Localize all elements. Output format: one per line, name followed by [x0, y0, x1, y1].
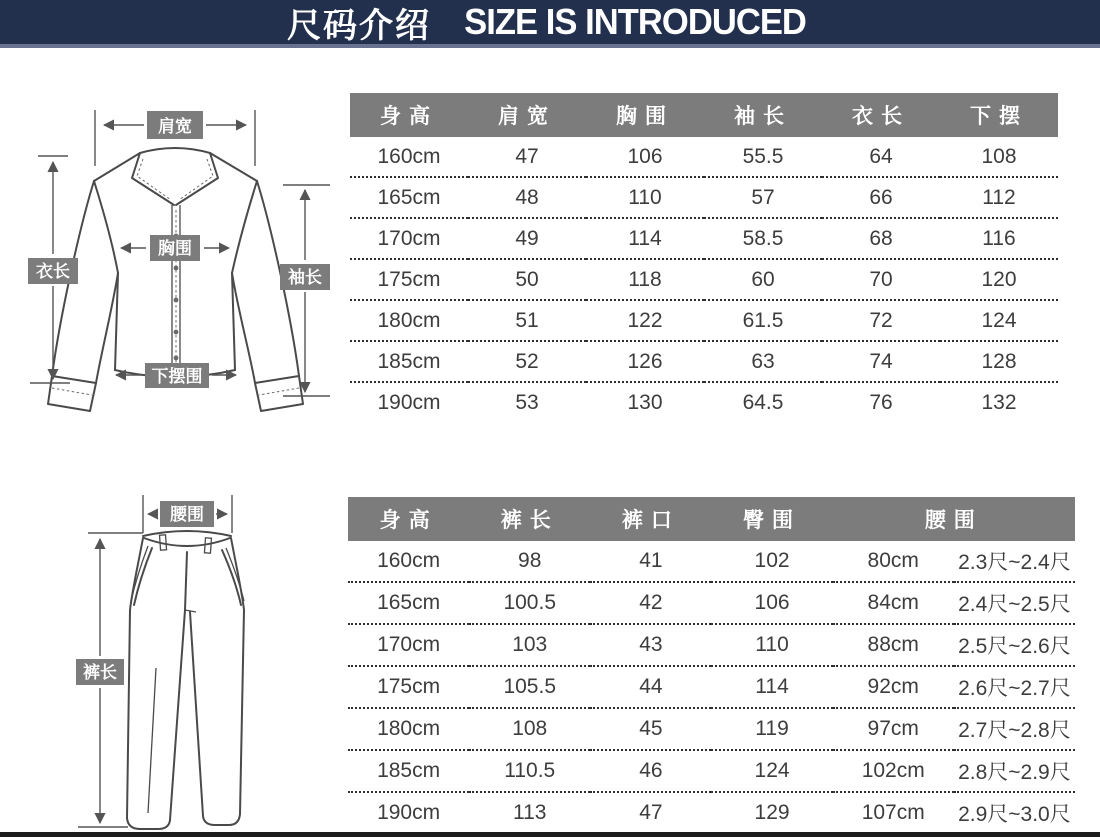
hem-annotation [116, 363, 236, 388]
table-cell: 61.5 [704, 300, 822, 341]
table-cell: 41 [590, 541, 711, 582]
table-cell: 170cm [348, 624, 469, 666]
table-cell: 185cm [348, 750, 469, 792]
table-cell: 108 [940, 137, 1058, 177]
table-cell: 170cm [350, 218, 468, 259]
waist-annotation [143, 495, 232, 533]
table-cell: 44 [590, 666, 711, 708]
pants-size-table-wrap [348, 497, 1075, 833]
table-cell: 110.5 [469, 750, 590, 792]
sleeve-length-annotation [280, 185, 330, 396]
table-cell: 51 [468, 300, 586, 341]
table-cell: 124 [711, 750, 832, 792]
waist-label: 腰围 [170, 505, 204, 524]
table-row [348, 666, 1075, 708]
table-row [348, 582, 1075, 624]
table-cell: 190cm [377, 801, 441, 824]
column-header: 身高 [348, 497, 469, 541]
table-cell: 110 [711, 624, 832, 666]
table-cell: 88cm [833, 624, 954, 666]
table-row [350, 137, 1058, 177]
column-header: 衣长 [822, 93, 940, 137]
table-cell: 103 [469, 624, 590, 666]
table-cell: 107cm [861, 801, 925, 824]
chest-annotation [121, 235, 229, 261]
table-cell: 2.6尺~2.7尺 [954, 666, 1075, 708]
column-header: 臀围 [711, 497, 832, 541]
clothes-length-annotation [28, 156, 78, 383]
table-cell: 68 [822, 218, 940, 259]
table-row [348, 541, 1075, 582]
table-cell: 60 [704, 259, 822, 300]
table-cell: 52 [468, 341, 586, 382]
shirt-size-table-wrap [350, 93, 1058, 422]
table-cell: 2.5尺~2.6尺 [954, 624, 1075, 666]
table-cell: 45 [590, 708, 711, 750]
pants-drawing [127, 531, 244, 829]
table-cell: 160cm [350, 137, 468, 177]
table-cell: 64.5 [742, 390, 784, 414]
table-cell: 2.4尺~2.5尺 [954, 582, 1075, 624]
table-cell: 43 [590, 624, 711, 666]
table-cell: 76 [869, 390, 893, 414]
table-cell: 160cm [348, 541, 469, 582]
table-cell: 114 [711, 666, 832, 708]
table-cell: 97cm [833, 708, 954, 750]
table-cell: 185cm [350, 341, 468, 382]
banner-title-zh: 尺码介绍 [286, 6, 431, 45]
table-cell: 165cm [348, 582, 469, 624]
table-cell: 106 [586, 137, 704, 177]
table-cell: 102 [711, 541, 832, 582]
sleeve-length-label: 袖长 [288, 268, 322, 287]
table-cell: 106 [711, 582, 832, 624]
column-header: 下摆 [940, 93, 1058, 137]
table-cell: 180cm [348, 708, 469, 750]
table-cell: 129 [754, 801, 790, 824]
table-cell: 113 [512, 801, 547, 824]
table-row [348, 750, 1075, 792]
table-cell: 58.5 [704, 218, 822, 259]
table-cell: 105.5 [469, 666, 590, 708]
table-cell: 112 [940, 177, 1058, 218]
table-cell: 180cm [350, 300, 468, 341]
table-cell: 74 [822, 341, 940, 382]
column-header: 袖长 [704, 93, 822, 137]
table-cell: 128 [940, 341, 1058, 382]
table-row [350, 341, 1058, 382]
table-cell: 2.9尺~3.0尺 [958, 803, 1071, 826]
table-cell: 92cm [833, 666, 954, 708]
table-cell: 64 [822, 137, 940, 177]
table-cell: 102cm [833, 750, 954, 792]
hem-label: 下摆围 [151, 367, 203, 386]
table-cell: 110 [586, 177, 704, 218]
table-cell: 119 [711, 708, 832, 750]
table-row [350, 177, 1058, 218]
table-cell: 2.7尺~2.8尺 [954, 708, 1075, 750]
column-header: 身高 [350, 93, 468, 137]
table-cell: 46 [590, 750, 711, 792]
banner-title-en: SIZE IS INTRODUCED [464, 1, 806, 42]
table-cell: 122 [586, 300, 704, 341]
table-cell: 47 [468, 137, 586, 177]
column-header: 胸围 [586, 93, 704, 137]
table-cell: 165cm [350, 177, 468, 218]
shirt-size-table [350, 93, 1058, 422]
table-row [348, 708, 1075, 750]
table-cell: 132 [981, 390, 1017, 414]
table-cell: 55.5 [704, 137, 822, 177]
table-cell: 124 [940, 300, 1058, 341]
table-cell: 175cm [348, 666, 469, 708]
shirt-measure-diagram [0, 58, 350, 420]
chest-label: 胸围 [158, 239, 192, 258]
table-cell: 66 [822, 177, 940, 218]
table-cell: 108 [469, 708, 590, 750]
table-cell: 63 [704, 341, 822, 382]
table-row [350, 218, 1058, 259]
table-cell: 175cm [350, 259, 468, 300]
table-cell: 116 [940, 218, 1058, 259]
table-cell: 2.3尺~2.4尺 [954, 541, 1075, 582]
table-cell: 118 [586, 259, 704, 300]
shoulder-width-annotation [95, 110, 255, 166]
table-cell: 80cm [833, 541, 954, 582]
table-cell: 47 [639, 801, 663, 824]
column-header: 裤长 [469, 497, 590, 541]
table-row [350, 300, 1058, 341]
pants-size-table [348, 497, 1075, 833]
column-header: 肩宽 [468, 93, 586, 137]
pants-length-label: 裤长 [83, 663, 117, 682]
bottom-divider-bar [0, 832, 1100, 837]
table-cell: 42 [590, 582, 711, 624]
clothes-length-label: 衣长 [36, 262, 70, 281]
table-row [348, 624, 1075, 666]
table-cell: 48 [468, 177, 586, 218]
pants-length-annotation [76, 533, 143, 827]
table-cell: 53 [515, 390, 539, 414]
table-cell: 126 [586, 341, 704, 382]
table-cell: 2.8尺~2.9尺 [954, 750, 1075, 792]
table-row [350, 382, 1058, 422]
shoulder-width-label: 肩宽 [158, 117, 192, 136]
table-cell: 114 [586, 218, 704, 259]
column-header: 裤口 [590, 497, 711, 541]
table-cell: 50 [468, 259, 586, 300]
table-row [350, 259, 1058, 300]
banner [0, 0, 1100, 48]
table-cell: 98 [469, 541, 590, 582]
table-cell: 72 [822, 300, 940, 341]
table-cell: 49 [468, 218, 586, 259]
table-cell: 84cm [833, 582, 954, 624]
pants-measure-diagram [0, 488, 350, 837]
table-row [348, 792, 1075, 833]
column-header: 腰围 [833, 497, 1075, 541]
table-cell: 190cm [377, 390, 441, 414]
table-cell: 130 [627, 390, 663, 414]
table-cell: 70 [822, 259, 940, 300]
table-cell: 57 [704, 177, 822, 218]
table-cell: 100.5 [469, 582, 590, 624]
table-cell: 120 [940, 259, 1058, 300]
